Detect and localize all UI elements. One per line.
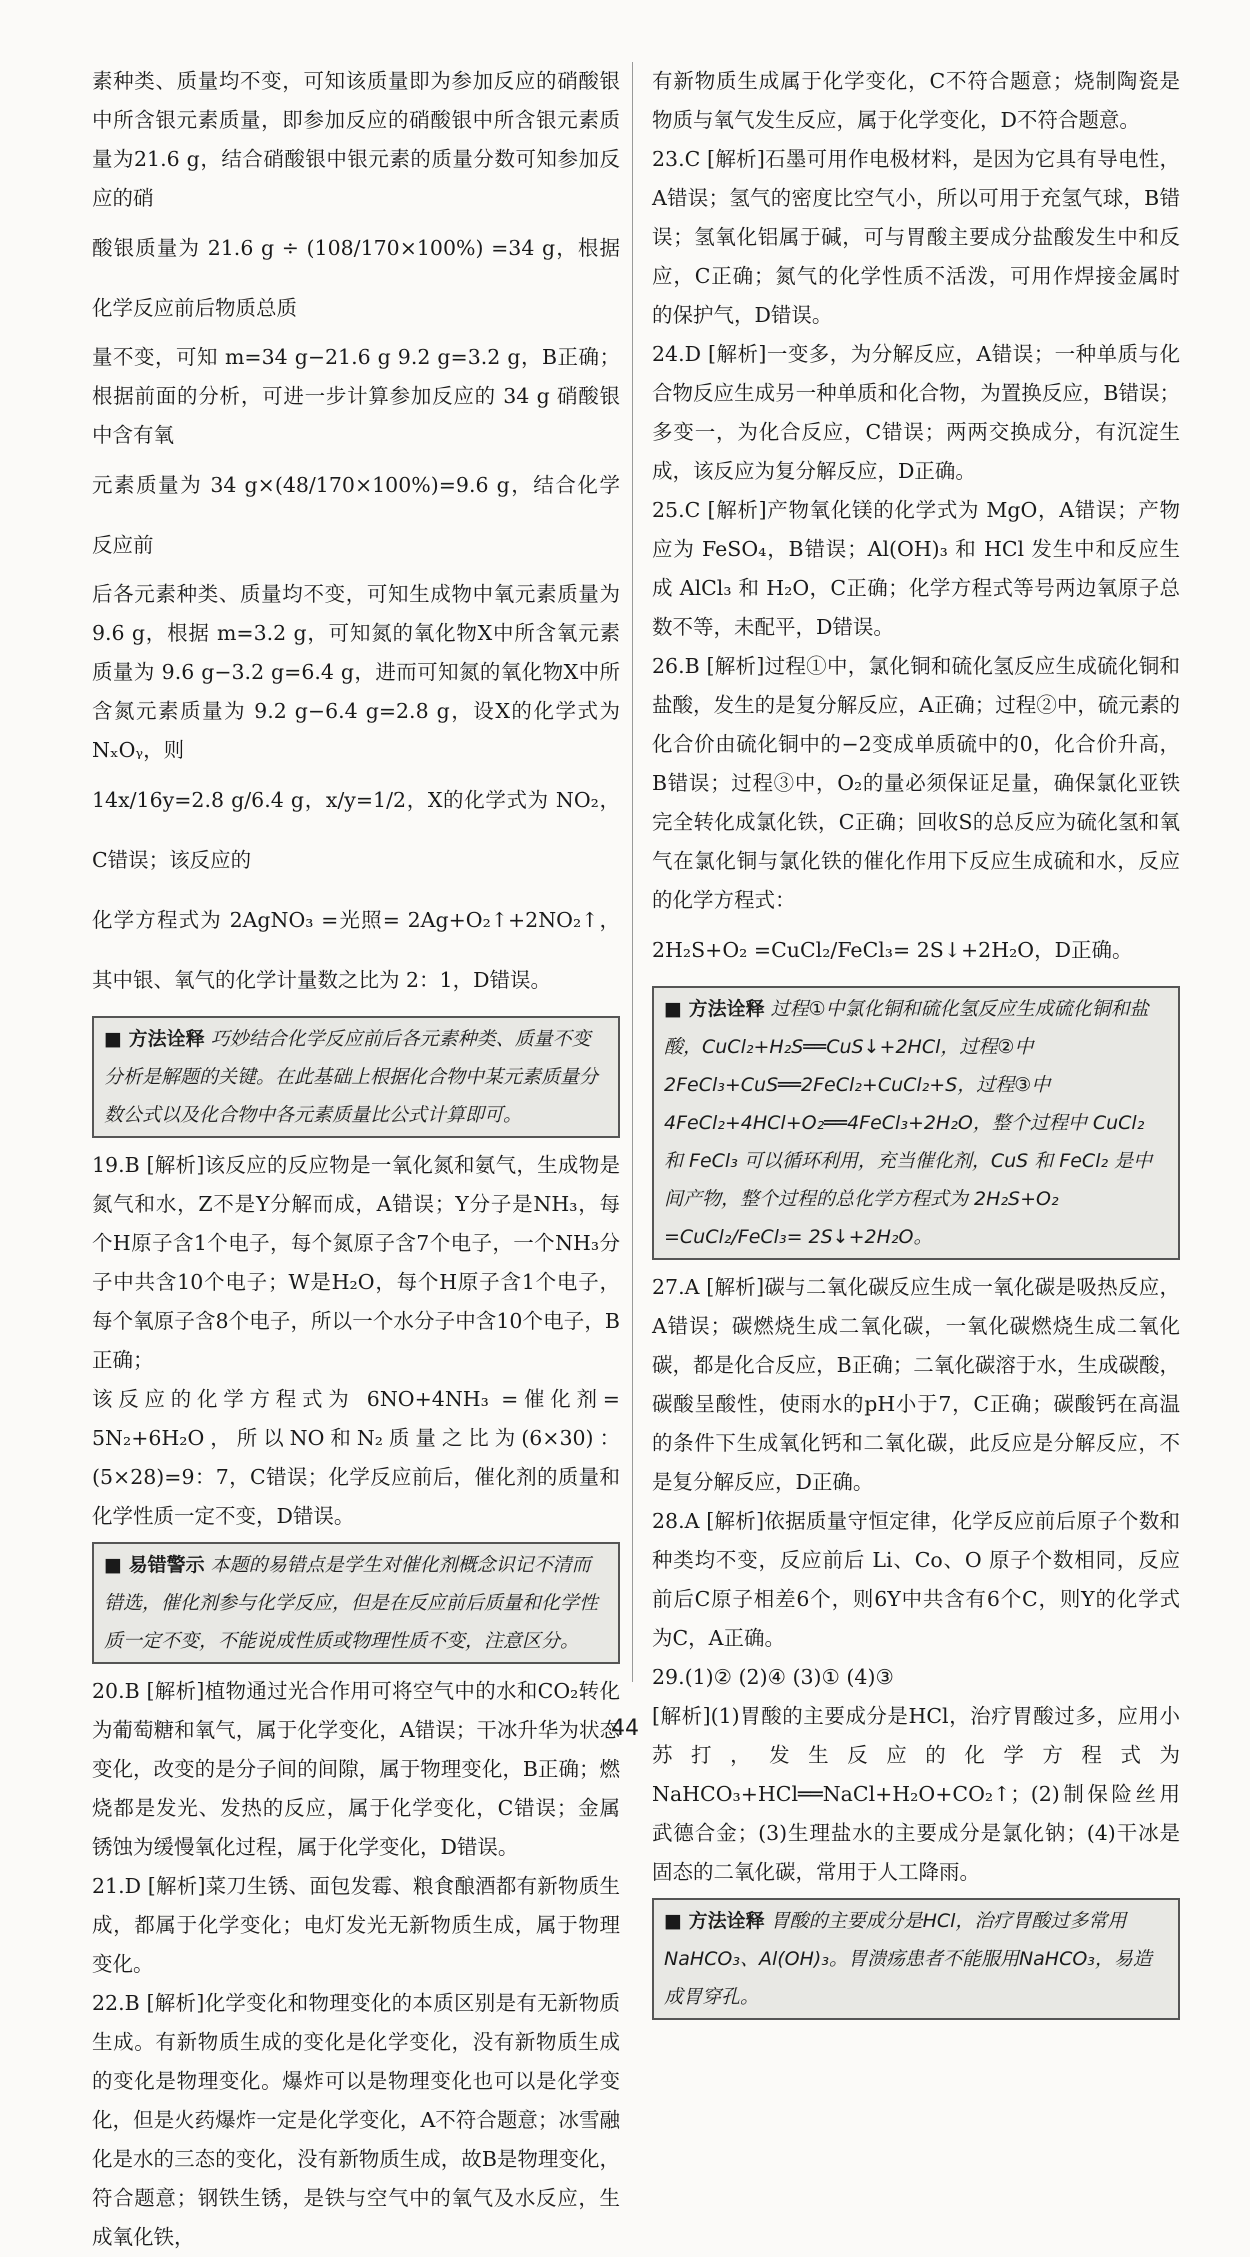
tip-text: 本题的易错点是学生对催化剂概念识记不清而错选，催化剂参与化学反应，但是在反应前后质量和化学性质一定不变，不能说成性质或物理性质不变，注意区分。 bbox=[104, 1554, 599, 1652]
page-number: 44 bbox=[611, 1716, 639, 1741]
paragraph: 24.D [解析]一变多，为分解反应，A错误；一种单质与化合物反应生成另一种单质和化合物，为置换反应，B错误；多变一，为化合反应，C错误；两两交换成分，有沉淀生成，该反应为复分解反应，D正确。 bbox=[652, 342, 1180, 483]
tip-box bbox=[92, 1016, 620, 1138]
paragraph: 22.B [解析]化学变化和物理变化的本质区别是有无新物质生成。有新物质生成的变化是化学变化，没有新物质生成的变化是物理变化。爆炸可以是物理变化也可以是化学变化，但是火药爆炸一定是化学变化，A不符合题意；冰雪融化是水的三态的变化，没有新物质生成，故B是物理变化，符合题意；钢铁生锈，是铁与空气中的氧气及水反应，生成氧化铁， bbox=[92, 1991, 620, 2249]
paragraph: 27.A [解析]碳与二氧化碳反应生成一氧化碳是吸热反应，A错误；碳燃烧生成二氧化碳，一氧化碳燃烧生成二氧化碳，都是化合反应，B正确；二氧化碳溶于水，生成碳酸，碳酸呈酸性，使雨水的pH小于7，C正确；碳酸钙在高温的条件下生成氧化钙和二氧化碳，此反应是分解反应，不是复分解反应，D正确。 bbox=[652, 1275, 1180, 1494]
column-divider bbox=[632, 62, 633, 1682]
tip-box bbox=[92, 1542, 620, 1664]
tip-text: 过程①中氯化铜和硫化氢反应生成硫化铜和盐酸，CuCl₂+H₂S══CuS↓+2HCl，过程②中 2FeCl₃+CuS══2FeCl₂+CuCl₂+S，过程③中 4FeCl₂+4HCl+O₂══4FeCl₃+2H₂O，整个过程中 CuCl₂ 和 FeCl₃ 可以循环利用，充当催化剂，CuS 和 FeCl₂ 是中间产物，整个过程的总化学方程式为 2H₂S+O₂ =CuCl₂/FeCl₃= 2S↓+2H₂O。 bbox=[664, 998, 1153, 1248]
tip-text: 巧妙结合化学反应前后各元素种类、质量不变分析是解题的关键。在此基础上根据化合物中某元素质量分数公式以及化合物中各元素质量比公式计算即可。 bbox=[104, 1028, 599, 1126]
tip-text: 胃酸的主要成分是HCl，治疗胃酸过多常用NaHCO₃、Al(OH)₃。胃溃疡患者不能服用NaHCO₃，易造成胃穿孔。 bbox=[664, 1910, 1152, 2008]
paragraph: 元素质量为 34 g×(48/170×100%)=9.6 g，结合化学反应前 bbox=[92, 473, 620, 557]
paragraph: 19.B [解析]该反应的反应物是一氧化氮和氨气，生成物是氮气和水，Z不是Y分解而成，A错误；Y分子是NH₃，每个H原子含1个电子，每个氮原子含7个电子，一个NH₃分子中共含10个电子；W是H₂O，每个H原子含1个电子，每个氧原子含8个电子，所以一个水分子中含10个电子，B正确； bbox=[92, 1153, 620, 1372]
tip-label: ■ 易错警示 bbox=[104, 1554, 205, 1576]
paragraph: 14x/16y=2.8 g/6.4 g，x/y=1/2，X的化学式为 NO₂，C错误；该反应的 bbox=[92, 788, 620, 872]
tip-label: ■ 方法诠释 bbox=[104, 1028, 205, 1050]
paragraph: [解析](1)胃酸的主要成分是HCl，治疗胃酸过多，应用小苏打，发生反应的化学方程式为 NaHCO₃+HCl══NaCl+H₂O+CO₂↑；(2)制保险丝用武德合金；(3)生理盐水的主要成分是氯化钠；(4)干冰是固态的二氧化碳，常用于人工降雨。 bbox=[652, 1704, 1180, 1884]
tip-label: ■ 方法诠释 bbox=[664, 1910, 765, 1932]
paragraph: 26.B [解析]过程①中，氯化铜和硫化氢反应生成硫化铜和盐酸，发生的是复分解反应，A正确；过程②中，硫元素的化合价由硫化铜中的−2变成单质硫中的0，化合价升高，B错误；过程③中，O₂的量必须保证足量，确保氯化亚铁完全转化成氯化铁，C正确；回收S的总反应为硫化氢和氧气在氯化铜与氯化铁的催化作用下反应生成硫和水，反应的化学方程式： bbox=[652, 654, 1180, 912]
paragraph: 素种类、质量均不变，可知该质量即为参加反应的硝酸银中所含银元素质量，即参加反应的硝酸银中所含银元素质量为21.6 g，结合硝酸银中银元素的质量分数可知参加反应的硝 bbox=[92, 69, 620, 210]
paragraph: 23.C [解析]石墨可用作电极材料，是因为它具有导电性，A错误；氢气的密度比空气小，所以可用于充氢气球，B错误；氢氧化铝属于碱，可与胃酸主要成分盐酸发生中和反应，C正确；氮气的化学性质不活泼，可用作焊接金属时的保护气，D错误。 bbox=[652, 147, 1180, 327]
paragraph: 20.B [解析]植物通过光合作用可将空气中的水和CO₂转化为葡萄糖和氧气，属于化学变化，A错误；干冰升华为状态变化，改变的是分子间的间隙，属于物理变化，B正确；燃烧都是发光、发热的反应，属于化学变化，C错误；金属锈蚀为缓慢氧化过程，属于化学变化，D错误。 bbox=[92, 1679, 620, 1859]
tip-label: ■ 方法诠释 bbox=[664, 998, 765, 1020]
paragraph: 化学方程式为 2AgNO₃ =光照= 2Ag+O₂↑+2NO₂↑，其中银、氧气的化学计量数之比为 2：1，D错误。 bbox=[92, 908, 620, 992]
paragraph: 后各元素种类、质量均不变，可知生成物中氧元素质量为9.6 g，根据 m=3.2 g，可知氮的氧化物X中所含氧元素质量为 9.6 g−3.2 g=6.4 g，进而可知氮的氧化物X中所含氮元素质量为 9.2 g−6.4 g=2.8 g，设X的化学式为 NₓOᵧ，则 bbox=[92, 582, 620, 762]
left-column bbox=[92, 62, 620, 2257]
paragraph: 酸银质量为 21.6 g ÷ (108/170×100%) =34 g，根据化学反应前后物质总质 bbox=[92, 236, 620, 320]
paragraph: 量不变，可知 m=34 g−21.6 g 9.2 g=3.2 g，B正确；根据前面的分析，可进一步计算参加反应的 34 g 硝酸银中含有氧 bbox=[92, 345, 620, 447]
paragraph: 28.A [解析]依据质量守恒定律，化学反应前后原子个数和种类均不变，反应前后 Li、Co、O 原子个数相同，反应前后C原子相差6个，则6Y中共含有6个C，则Y的化学式为C，A正确。 bbox=[652, 1509, 1180, 1650]
paragraph: 21.D [解析]菜刀生锈、面包发霉、粮食酿酒都有新物质生成，都属于化学变化；电灯发光无新物质生成，属于物理变化。 bbox=[92, 1874, 620, 1976]
tip-box bbox=[652, 986, 1180, 1260]
paragraph: 29.(1)② (2)④ (3)① (4)③ bbox=[652, 1665, 894, 1689]
paragraph: 该反应的化学方程式为 6NO+4NH₃ =催化剂= 5N₂+6H₂O，所以NO和N₂质量之比为(6×30)：(5×28)=9：7，C错误；化学反应前后，催化剂的质量和化学性质一定不变，D错误。 bbox=[92, 1387, 620, 1528]
tip-box bbox=[652, 1898, 1180, 2020]
paragraph: 2H₂S+O₂ =CuCl₂/FeCl₃= 2S↓+2H₂O，D正确。 bbox=[652, 938, 1133, 962]
paragraph: 25.C [解析]产物氧化镁的化学式为 MgO，A错误；产物应为 FeSO₄，B错误；Al(OH)₃ 和 HCl 发生中和反应生成 AlCl₃ 和 H₂O，C正确；化学方程式等号两边氧原子总数不等，未配平，D错误。 bbox=[652, 498, 1180, 639]
paragraph: 有新物质生成属于化学变化，C不符合题意；烧制陶瓷是物质与氧气发生反应，属于化学变化，D不符合题意。 bbox=[652, 69, 1180, 132]
